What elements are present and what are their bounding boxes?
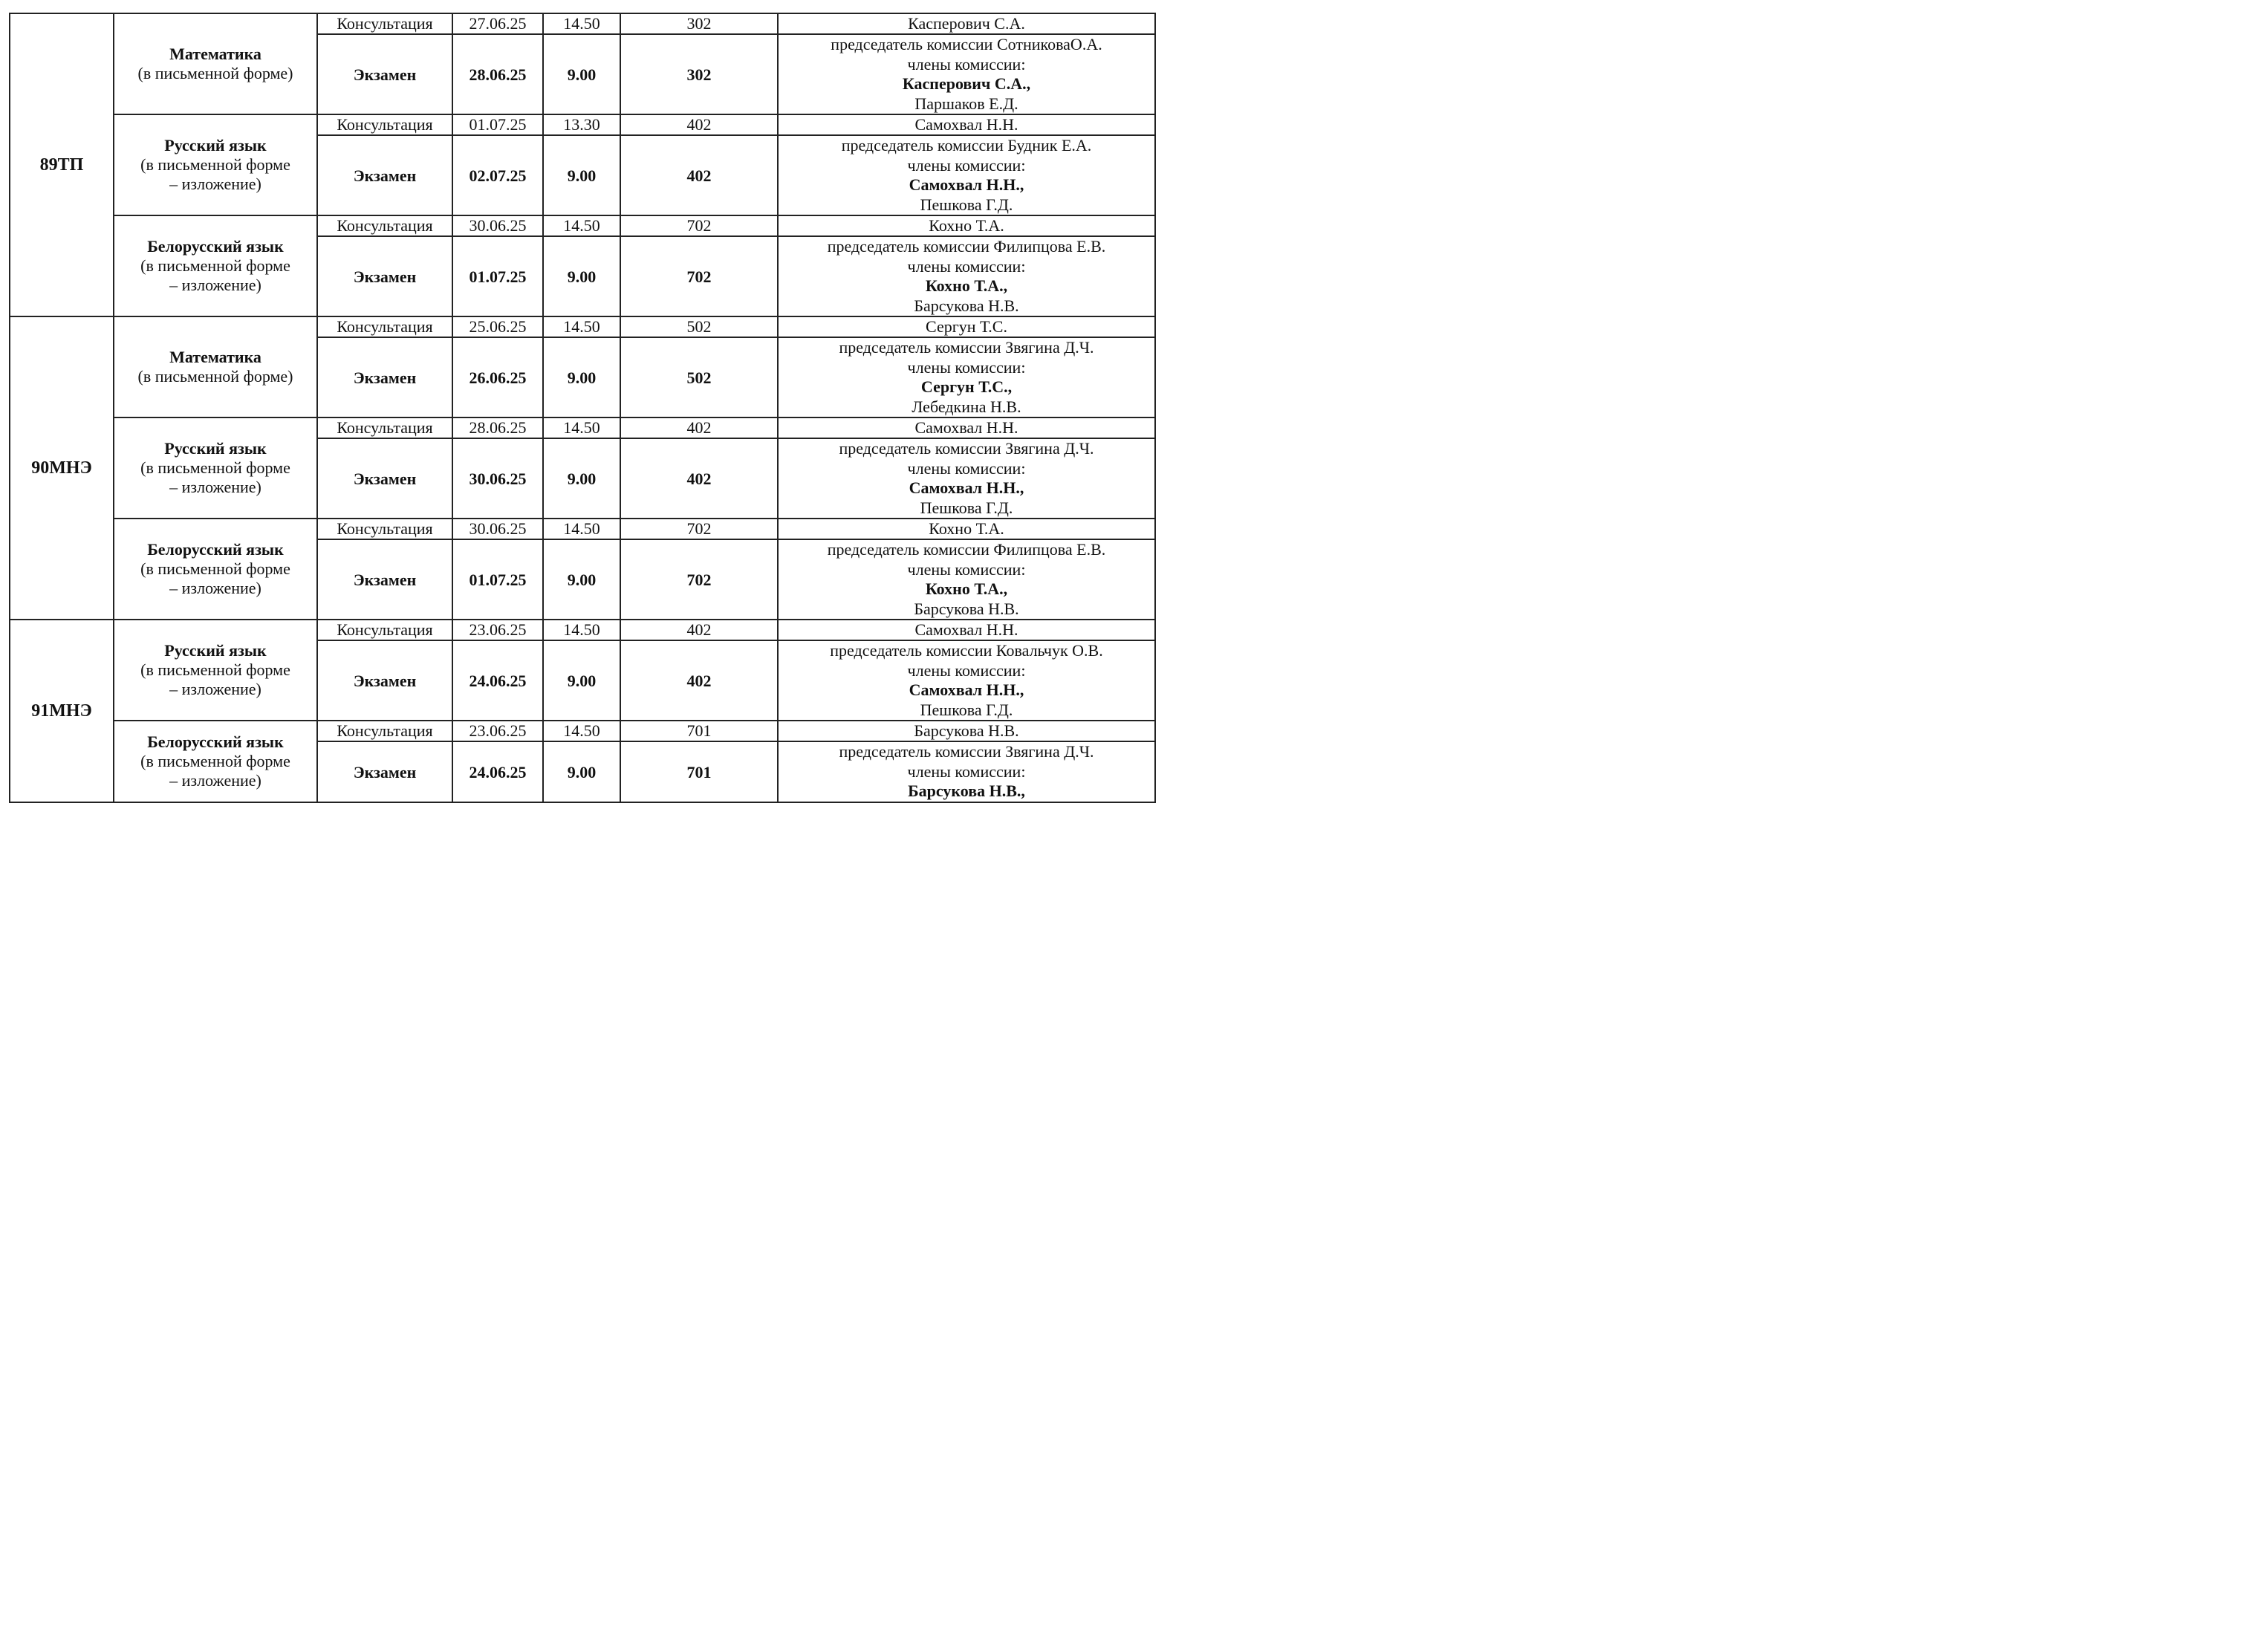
consultation-row [10, 519, 1155, 539]
subject-name: Математика [169, 348, 261, 366]
exam-commission [778, 135, 1155, 215]
consultation-type: Консультация [317, 417, 452, 438]
subject-form-line: – изложение) [169, 276, 261, 294]
consultation-room: 502 [620, 316, 778, 337]
commission-member: Барсукова Н.В. [914, 599, 1019, 618]
exam-commission [778, 34, 1155, 114]
exam-commission [778, 640, 1155, 721]
consultation-room: 702 [620, 519, 778, 539]
subject-cell [114, 114, 317, 215]
consultation-type: Консультация [317, 114, 452, 135]
exam-room: 402 [620, 135, 778, 215]
commission-member: Пешкова Г.Д. [920, 700, 1013, 719]
consultation-time: 14.50 [543, 316, 620, 337]
subject-form-line: – изложение) [169, 579, 261, 597]
commission-chair: председатель комиссии Звягина Д.Ч. [839, 742, 1094, 761]
consultation-date: 30.06.25 [452, 519, 543, 539]
consultation-teacher: Барсукова Н.В. [778, 721, 1155, 741]
exam-time: 9.00 [543, 438, 620, 519]
exam-commission [778, 539, 1155, 620]
commission-member-main: Сергун Т.С., [920, 377, 1013, 396]
commission-members-label: члены комиссии: [907, 357, 1026, 377]
exam-room: 502 [620, 337, 778, 417]
subject-name: Русский язык [164, 136, 267, 155]
commission-members-label: члены комиссии: [907, 559, 1026, 579]
commission-member: Паршаков Е.Д. [914, 94, 1018, 113]
consultation-date: 25.06.25 [452, 316, 543, 337]
commission-chair: председатель комиссии Филипцова Е.В. [827, 237, 1106, 256]
consultation-row [10, 721, 1155, 741]
exam-date: 02.07.25 [452, 135, 543, 215]
commission-chair: председатель комиссии Филипцова Е.В. [827, 540, 1106, 559]
commission-member-main: Самохвал Н.Н., [909, 680, 1024, 699]
consultation-teacher: Касперович С.А. [778, 13, 1155, 34]
consultation-type: Консультация [317, 215, 452, 236]
consultation-room: 701 [620, 721, 778, 741]
consultation-teacher: Сергун Т.С. [778, 316, 1155, 337]
consultation-room: 402 [620, 620, 778, 640]
consultation-type: Консультация [317, 620, 452, 640]
consultation-teacher: Самохвал Н.Н. [778, 620, 1155, 640]
subject-name: Русский язык [164, 439, 267, 458]
subject-cell [114, 519, 317, 620]
commission-chair: председатель комиссии СотниковаО.А. [831, 35, 1102, 53]
consultation-row [10, 417, 1155, 438]
schedule-body [10, 13, 1155, 802]
commission-member-main: Касперович С.А., [902, 74, 1031, 93]
exam-type: Экзамен [317, 640, 452, 721]
consultation-room: 402 [620, 417, 778, 438]
subject-form-line: (в письменной форме [140, 458, 290, 477]
commission-chair: председатель комиссии Будник Е.А. [841, 136, 1092, 155]
consultation-time: 14.50 [543, 13, 620, 34]
commission-members-label: члены комиссии: [907, 155, 1026, 175]
commission-chair: председатель комиссии Звягина Д.Ч. [839, 338, 1094, 357]
subject-cell [114, 316, 317, 417]
consultation-time: 14.50 [543, 519, 620, 539]
consultation-date: 27.06.25 [452, 13, 543, 34]
exam-commission [778, 337, 1155, 417]
subject-form-line: (в письменной форме [140, 660, 290, 679]
consultation-time: 14.50 [543, 620, 620, 640]
consultation-teacher: Самохвал Н.Н. [778, 114, 1155, 135]
exam-room: 702 [620, 539, 778, 620]
consultation-row [10, 114, 1155, 135]
exam-type: Экзамен [317, 438, 452, 519]
exam-type: Экзамен [317, 236, 452, 316]
commission-member: Барсукова Н.В. [914, 296, 1019, 315]
consultation-row [10, 316, 1155, 337]
exam-time: 9.00 [543, 741, 620, 802]
subject-form-line: – изложение) [169, 175, 261, 193]
commission-members-label: члены комиссии: [907, 54, 1026, 74]
consultation-time: 13.30 [543, 114, 620, 135]
group-name: 91МНЭ [10, 620, 114, 802]
consultation-row [10, 13, 1155, 34]
subject-cell [114, 721, 317, 802]
consultation-type: Консультация [317, 721, 452, 741]
exam-time: 9.00 [543, 34, 620, 114]
commission-member-main: Самохвал Н.Н., [909, 478, 1024, 497]
subject-cell [114, 215, 317, 316]
subject-form-line: – изложение) [169, 478, 261, 496]
exam-date: 24.06.25 [452, 640, 543, 721]
subject-form-line: (в письменной форме) [137, 64, 293, 82]
exam-type: Экзамен [317, 539, 452, 620]
exam-time: 9.00 [543, 135, 620, 215]
consultation-type: Консультация [317, 13, 452, 34]
consultation-teacher: Самохвал Н.Н. [778, 417, 1155, 438]
consultation-row [10, 620, 1155, 640]
subject-name: Белорусский язык [147, 732, 284, 751]
exam-commission [778, 741, 1155, 802]
exam-time: 9.00 [543, 640, 620, 721]
consultation-date: 28.06.25 [452, 417, 543, 438]
exam-date: 01.07.25 [452, 236, 543, 316]
commission-member-main: Барсукова Н.В., [908, 781, 1025, 800]
commission-members-label: члены комиссии: [907, 761, 1026, 781]
commission-members-label: члены комиссии: [907, 660, 1026, 680]
exam-date: 28.06.25 [452, 34, 543, 114]
subject-name: Белорусский язык [147, 540, 284, 559]
commission-member: Пешкова Г.Д. [920, 498, 1013, 517]
exam-room: 402 [620, 438, 778, 519]
commission-member-main: Кохно Т.А., [925, 276, 1008, 295]
commission-member: Лебедкина Н.В. [912, 397, 1021, 416]
exam-date: 30.06.25 [452, 438, 543, 519]
exam-schedule-table [9, 13, 1156, 803]
consultation-teacher: Кохно Т.А. [778, 215, 1155, 236]
consultation-date: 01.07.25 [452, 114, 543, 135]
group-name: 90МНЭ [10, 316, 114, 620]
subject-form-line: (в письменной форме [140, 752, 290, 770]
subject-form-line: – изложение) [169, 680, 261, 698]
commission-member-main: Самохвал Н.Н., [909, 175, 1024, 194]
exam-type: Экзамен [317, 34, 452, 114]
exam-room: 701 [620, 741, 778, 802]
consultation-type: Консультация [317, 519, 452, 539]
consultation-time: 14.50 [543, 417, 620, 438]
subject-form-line: (в письменной форме [140, 559, 290, 578]
subject-name: Математика [169, 45, 261, 63]
exam-time: 9.00 [543, 539, 620, 620]
exam-type: Экзамен [317, 135, 452, 215]
consultation-type: Консультация [317, 316, 452, 337]
exam-date: 26.06.25 [452, 337, 543, 417]
consultation-row [10, 215, 1155, 236]
consultation-time: 14.50 [543, 721, 620, 741]
consultation-date: 30.06.25 [452, 215, 543, 236]
consultation-room: 402 [620, 114, 778, 135]
subject-name: Белорусский язык [147, 237, 284, 256]
consultation-room: 702 [620, 215, 778, 236]
consultation-date: 23.06.25 [452, 721, 543, 741]
exam-room: 402 [620, 640, 778, 721]
exam-date: 24.06.25 [452, 741, 543, 802]
consultation-room: 302 [620, 13, 778, 34]
exam-room: 302 [620, 34, 778, 114]
subject-form-line: – изложение) [169, 771, 261, 790]
subject-cell [114, 620, 317, 721]
commission-chair: председатель комиссии Ковальчук О.В. [830, 641, 1103, 660]
exam-type: Экзамен [317, 741, 452, 802]
exam-type: Экзамен [317, 337, 452, 417]
subject-form-line: (в письменной форме [140, 256, 290, 275]
subject-name: Русский язык [164, 641, 267, 660]
exam-commission [778, 236, 1155, 316]
group-name: 89ТП [10, 13, 114, 316]
consultation-time: 14.50 [543, 215, 620, 236]
commission-member: Пешкова Г.Д. [920, 195, 1013, 214]
commission-members-label: члены комиссии: [907, 256, 1026, 276]
commission-members-label: члены комиссии: [907, 458, 1026, 478]
commission-chair: председатель комиссии Звягина Д.Ч. [839, 439, 1094, 458]
consultation-teacher: Кохно Т.А. [778, 519, 1155, 539]
subject-form-line: (в письменной форме [140, 155, 290, 174]
subject-cell [114, 13, 317, 114]
exam-date: 01.07.25 [452, 539, 543, 620]
exam-commission [778, 438, 1155, 519]
commission-member-main: Кохно Т.А., [925, 579, 1008, 598]
subject-form-line: (в письменной форме) [137, 367, 293, 386]
subject-cell [114, 417, 317, 519]
consultation-date: 23.06.25 [452, 620, 543, 640]
exam-time: 9.00 [543, 236, 620, 316]
exam-time: 9.00 [543, 337, 620, 417]
exam-room: 702 [620, 236, 778, 316]
